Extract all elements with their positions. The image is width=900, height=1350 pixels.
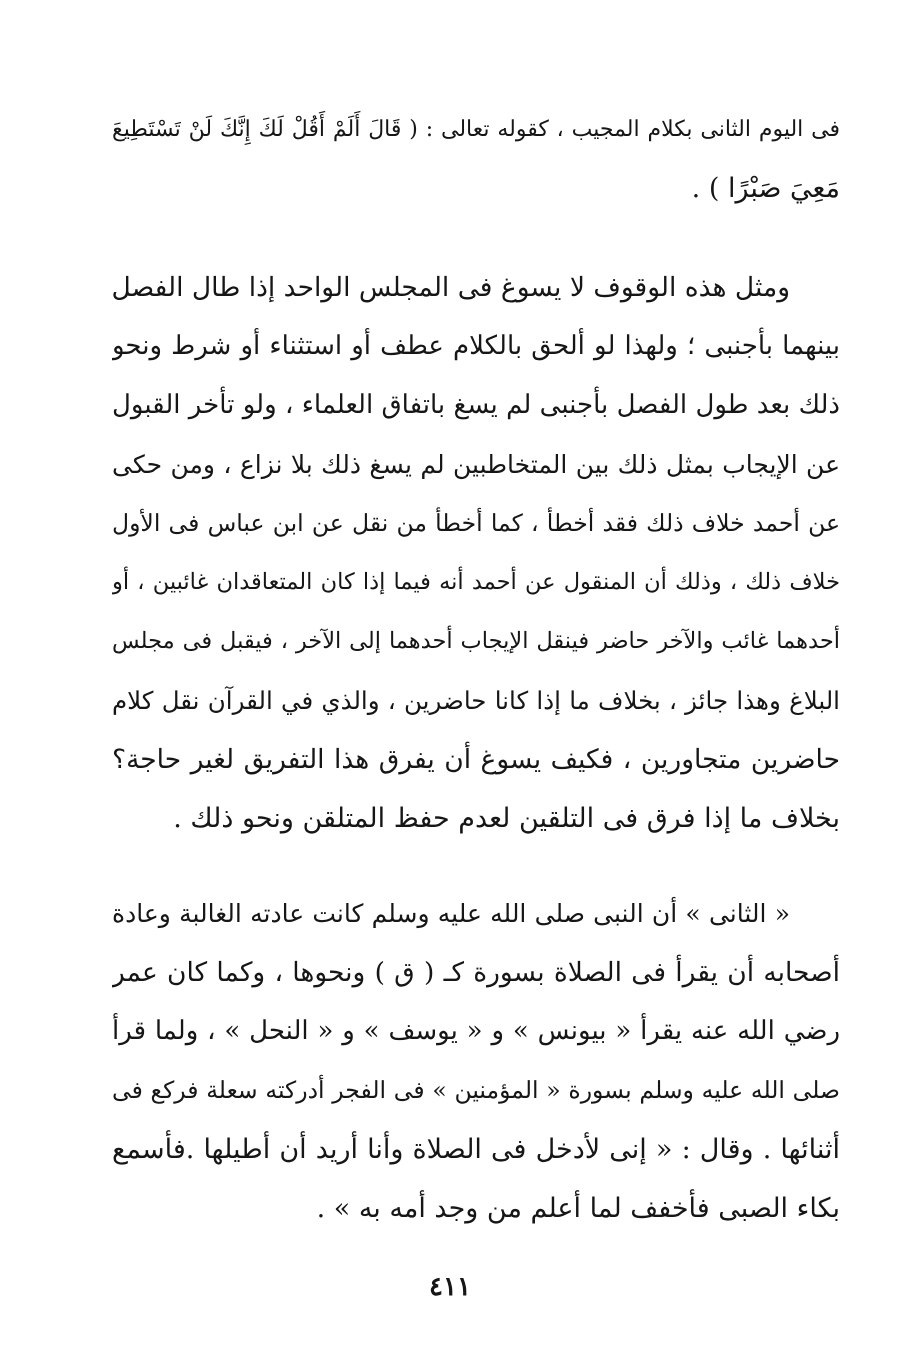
- paragraph-2: [112, 258, 840, 848]
- text-line: أثنائها . وقال : « إنى لأدخل فى الصلاة وأنا أريد أن أطيلها .فأسمع: [112, 1134, 840, 1165]
- text-line: مَعِيَ صَبْرًا ) .: [691, 173, 840, 204]
- text-line: أصحابه أن يقرأ فى الصلاة بسورة كـ ( ق ) ونحوها ، وكما كان عمر: [112, 957, 840, 988]
- text-line: فى اليوم الثانى بكلام المجيب ، كقوله تعالى : ( قَالَ أَلَمْ أَقُلْ لَكَ إِنَّكَ لَنْ تَسْتَطِيعَ: [112, 117, 840, 142]
- text-line: خلاف ذلك ، وذلك أن المنقول عن أحمد أنه فيما إذا كان المتعاقدان غائبين ، أو: [112, 569, 840, 595]
- text-line: رضي الله عنه يقرأ « بيونس » و « يوسف » و « النحل » ، ولما قرأ: [112, 1016, 840, 1046]
- text-line: ومثل هذه الوقوف لا يسوغ فى المجلس الواحد إذا طال الفصل: [112, 272, 790, 303]
- text-line: عن الإيجاب بمثل ذلك بين المتخاطبين لم يسغ ذلك بلا نزاع ، ومن حكى: [112, 450, 840, 479]
- paragraph-3: [112, 884, 840, 1238]
- text-line: « الثانى » أن النبى صلى الله عليه وسلم كانت عادته الغالبة وعادة: [112, 899, 790, 928]
- paragraph-1: [112, 100, 840, 218]
- text-line: عن أحمد خلاف ذلك فقد أخطأ ، كما أخطأ من نقل عن ابن عباس فى الأول: [112, 509, 840, 537]
- text-line: أحدهما غائب والآخر حاضر فينقل الإيجاب أحدهما إلى الآخر ، فيقبل فى مجلس: [112, 628, 840, 654]
- text-line: بخلاف ما إذا فرق فى التلقين لعدم حفظ المتلقن ونحو ذلك .: [173, 803, 840, 834]
- text-line: ذلك بعد طول الفصل بأجنبى لم يسغ باتفاق العلماء ، ولو تأخر القبول: [112, 390, 840, 420]
- page-number: ٤١١: [429, 1272, 471, 1302]
- text-line: بكاء الصبى فأخفف لما أعلم من وجد أمه به » .: [316, 1193, 840, 1224]
- text-line: بينهما بأجنبى ؛ ولهذا لو ألحق بالكلام عطف أو استثناء أو شرط ونحو: [112, 331, 840, 361]
- text-line: صلى الله عليه وسلم بسورة « المؤمنين » فى الفجر أدركته سعلة فركع فى: [112, 1076, 840, 1104]
- text-line: حاضرين متجاورين ، فكيف يسوغ أن يفرق هذا التفريق لغير حاجة؟: [112, 744, 840, 775]
- text-line: البلاغ وهذا جائز ، بخلاف ما إذا كانا حاضرين ، والذي في القرآن نقل كلام: [112, 686, 840, 715]
